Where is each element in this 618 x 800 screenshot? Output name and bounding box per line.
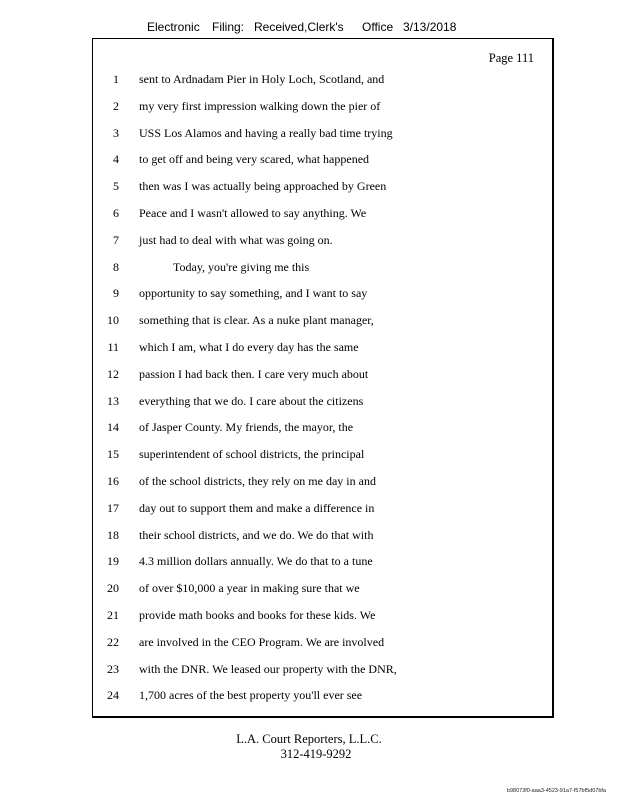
line-text: then was I was actually being approached by Green bbox=[139, 179, 387, 194]
line-text: 4.3 million dollars annually. We do that to a tune bbox=[139, 554, 373, 569]
line-text: everything that we do. I care about the citizens bbox=[139, 393, 364, 408]
line-text: Peace and I wasn't allowed to say anything. We bbox=[139, 205, 367, 220]
transcript-line bbox=[93, 474, 552, 501]
line-text: which I am, what I do every day has the same bbox=[139, 339, 359, 354]
transcript-line bbox=[93, 662, 552, 689]
line-text: their school districts, and we do. We do that with bbox=[139, 527, 374, 542]
transcript-line bbox=[93, 367, 552, 394]
transcript-line bbox=[93, 72, 552, 99]
line-text: sent to Ardnadam Pier in Holy Loch, Scotland, and bbox=[139, 72, 385, 86]
line-number: 7 bbox=[113, 232, 119, 247]
transcript-line bbox=[93, 286, 552, 313]
line-number: 17 bbox=[107, 500, 119, 515]
line-number: 5 bbox=[113, 179, 119, 194]
line-text: Today, you're giving me this bbox=[173, 259, 310, 274]
transcript-line bbox=[93, 608, 552, 635]
line-text: 1,700 acres of the best property you'll ever see bbox=[139, 688, 363, 703]
transcript-line bbox=[93, 528, 552, 555]
line-text: USS Los Alamos and having a really bad time trying bbox=[139, 125, 393, 140]
line-text: of over $10,000 a year in making sure that we bbox=[139, 581, 360, 596]
line-number: 18 bbox=[107, 527, 119, 542]
line-number: 22 bbox=[107, 634, 119, 649]
line-number: 3 bbox=[113, 125, 119, 140]
transcript-line bbox=[93, 635, 552, 662]
reporter-company: L.A. Court Reporters, L.L.C. bbox=[236, 732, 382, 746]
document-id: b98073f0-aaa3-4523-91a7-f57bf5d07bfa bbox=[506, 788, 606, 794]
transcript-line bbox=[93, 152, 552, 179]
transcript-line bbox=[93, 99, 552, 126]
line-text: to get off and being very scared, what happened bbox=[139, 152, 370, 167]
filing-header-date: 3/13/2018 bbox=[403, 20, 457, 34]
line-number: 6 bbox=[113, 205, 119, 220]
transcript-line bbox=[93, 394, 552, 421]
transcript-line bbox=[93, 233, 552, 260]
line-text: just had to deal with what was going on. bbox=[139, 232, 333, 247]
transcript-line bbox=[93, 501, 552, 528]
line-number: 12 bbox=[107, 366, 119, 381]
line-number: 21 bbox=[107, 607, 119, 622]
line-number: 11 bbox=[107, 339, 119, 354]
transcript-line bbox=[93, 206, 552, 233]
line-text: passion I had back then. I care very much about bbox=[139, 366, 369, 381]
page-number: Page 111 bbox=[488, 51, 534, 65]
transcript-line bbox=[93, 447, 552, 474]
transcript-line bbox=[93, 688, 552, 715]
line-number: 24 bbox=[107, 688, 119, 703]
filing-header-word: Received,Clerk's bbox=[254, 20, 344, 34]
line-number: 16 bbox=[107, 473, 119, 488]
line-text: of the school districts, they rely on me day in and bbox=[139, 473, 376, 488]
transcript-line bbox=[93, 554, 552, 581]
filing-header-word: Filing: bbox=[212, 20, 245, 34]
filing-header bbox=[0, 20, 618, 36]
transcript-line bbox=[93, 260, 552, 287]
footer bbox=[0, 732, 618, 762]
transcript-line bbox=[93, 340, 552, 367]
line-text: provide math books and books for these kids. We bbox=[139, 607, 376, 622]
line-text: with the DNR. We leased our property with the DNR, bbox=[139, 661, 397, 676]
transcript-lines bbox=[93, 72, 552, 715]
transcript-line bbox=[93, 581, 552, 608]
transcript-page bbox=[92, 38, 554, 718]
line-number: 20 bbox=[107, 581, 119, 596]
line-number: 8 bbox=[113, 259, 119, 274]
line-text: are involved in the CEO Program. We are involved bbox=[139, 634, 385, 649]
line-text: something that is clear. As a nuke plant manager, bbox=[139, 313, 374, 328]
line-number: 1 bbox=[113, 72, 119, 86]
line-text: superintendent of school districts, the principal bbox=[139, 447, 365, 462]
transcript-line bbox=[93, 420, 552, 447]
line-number: 15 bbox=[107, 447, 119, 462]
line-number: 13 bbox=[107, 393, 119, 408]
transcript-line bbox=[93, 179, 552, 206]
line-text: my very first impression walking down the pier of bbox=[139, 98, 381, 113]
line-number: 10 bbox=[107, 313, 119, 328]
line-text: opportunity to say something, and I want to say bbox=[139, 286, 368, 301]
line-number: 2 bbox=[113, 98, 119, 113]
reporter-phone: 312-419-9292 bbox=[280, 747, 352, 761]
line-number: 9 bbox=[113, 286, 119, 301]
line-number: 19 bbox=[107, 554, 119, 569]
line-number: 14 bbox=[107, 420, 119, 435]
line-number: 23 bbox=[107, 661, 119, 676]
line-number: 4 bbox=[113, 152, 119, 167]
line-text: of Jasper County. My friends, the mayor, the bbox=[139, 420, 354, 435]
line-text: day out to support them and make a difference in bbox=[139, 500, 375, 515]
transcript-line bbox=[93, 126, 552, 153]
filing-header-word: Electronic bbox=[147, 20, 200, 34]
filing-header-word: Office bbox=[362, 20, 394, 34]
transcript-line bbox=[93, 313, 552, 340]
